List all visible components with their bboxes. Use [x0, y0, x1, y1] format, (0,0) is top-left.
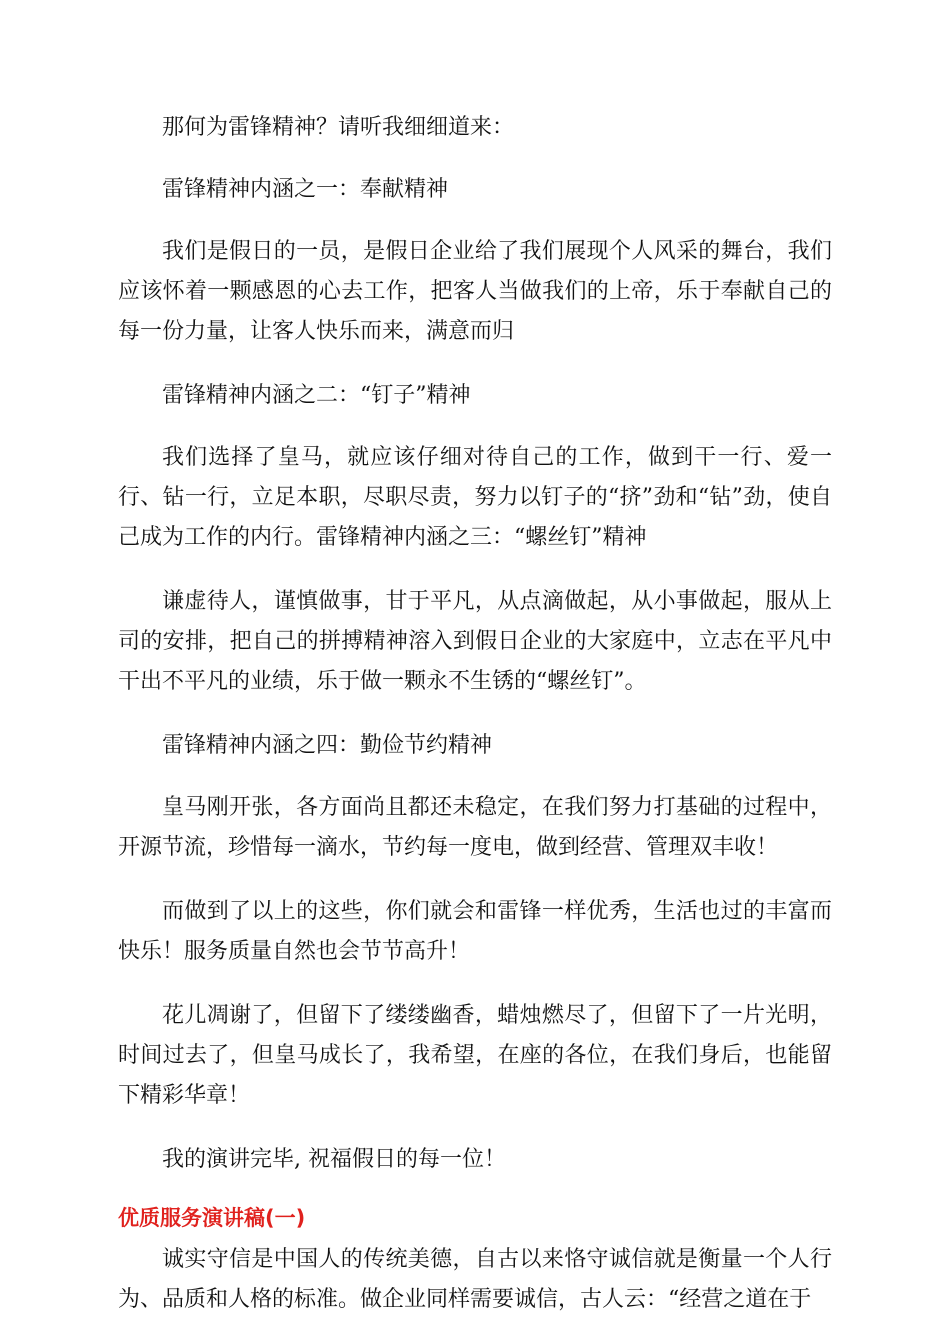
document-page: [118, 108, 832, 1344]
section-heading: 优质服务演讲稿(一): [118, 1206, 306, 1230]
paragraph-spirit-two-body: 我们选择了皇马，就应该仔细对待自己的工作，做到干一行、爱一行、钻一行，立足本职，尽职尽责，努力以钉子的“挤”劲和“钻”劲，使自己成为工作的内行。雷锋精神内涵之三：“螺丝钉”精神: [118, 445, 832, 550]
paragraph-spirit-four-title: 雷锋精神内涵之四：勤俭节约精神: [162, 733, 493, 758]
paragraph-spirit-three-body: 谦虚待人，谨慎做事，甘于平凡，从点滴做起，从小事做起，服从上司的安排，把自己的拼搏精神溶入到假日企业的大家庭中，立志在平凡中干出不平凡的业绩，乐于做一颗永不生锈的“螺丝钉”。: [118, 589, 832, 694]
paragraph-spirit-four-body: 皇马刚开张，各方面尚且都还未稳定，在我们努力打基础的过程中，开源节流，珍惜每一滴水，节约每一度电，做到经营、管理双丰收！: [118, 795, 832, 860]
paragraph-intro-question: 那何为雷锋精神？请听我细细道来：: [162, 115, 515, 140]
paragraph-spirit-one-body: 我们是假日的一员，是假日企业给了我们展现个人风采的舞台，我们应该怀着一颗感恩的心去工作，把客人当做我们的上帝，乐于奉献自己的每一份力量，让客人快乐而来，满意而归: [118, 239, 832, 344]
paragraph-speech-end: 我的演讲完毕, 祝福假日的每一位！: [162, 1147, 506, 1172]
paragraph-spirit-two-title: 雷锋精神内涵之二：“钉子”精神: [162, 383, 471, 408]
paragraph-summary: 而做到了以上的这些，你们就会和雷锋一样优秀，生活也过的丰富而快乐！服务质量自然也会节节高升！: [118, 899, 832, 964]
paragraph-closing-metaphor: 花儿凋谢了，但留下了缕缕幽香，蜡烛燃尽了，但留下了一片光明，时间过去了，但皇马成长了，我希望，在座的各位，在我们身后，也能留下精彩华章！: [118, 1003, 832, 1108]
paragraph-spirit-one-title: 雷锋精神内涵之一：奉献精神: [162, 177, 449, 202]
paragraph-integrity: 诚实守信是中国人的传统美德，自古以来恪守诚信就是衡量一个人行为、品质和人格的标准。做企业同样需要诚信，古人云：“经营之道在于: [118, 1247, 832, 1312]
